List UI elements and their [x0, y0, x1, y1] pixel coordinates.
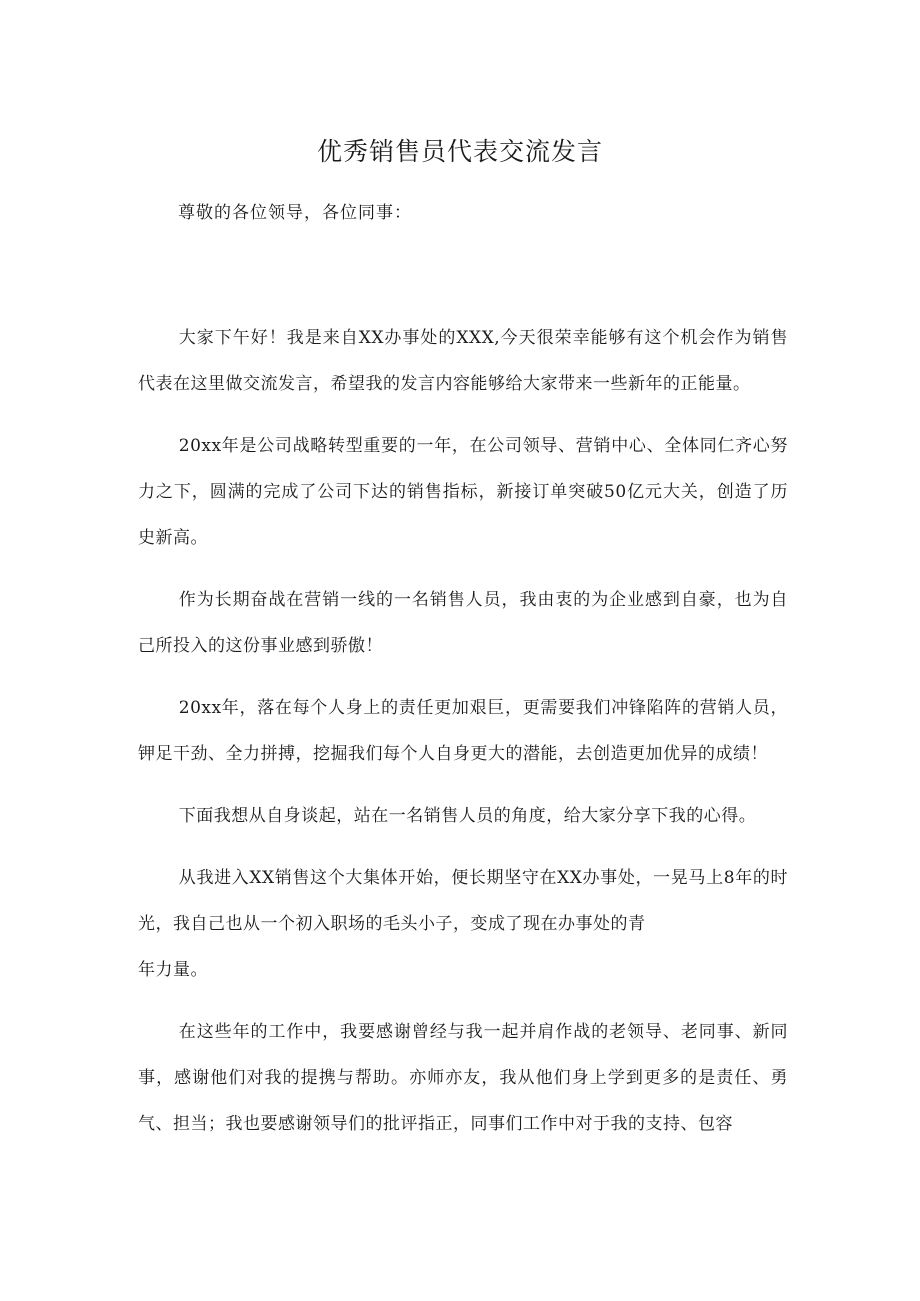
document-body	[138, 315, 788, 1163]
paragraph-greeting: 大家下午好！我是来自XX办事处的XXX,今天很荣幸能够有这个机会作为销售代表在这里做交流发言，希望我的发言内容能够给大家带来一些新年的正能量。	[138, 328, 788, 394]
paragraph-annual-summary: 20xx年是公司战略转型重要的一年，在公司领导、营销中心、全体同仁齐心努力之下，圆满的完成了公司下达的销售指标，新接订单突破50亿元大关，创造了历史新高。	[138, 436, 788, 548]
paragraph-sharing-intro: 下面我想从自身谈起，站在一名销售人员的角度，给大家分享下我的心得。	[178, 806, 757, 826]
paragraph-gratitude: 在这些年的工作中，我要感谢曾经与我一起并肩作战的老领导、老同事、新同事，感谢他们对我的提携与帮助。亦师亦友，我从他们身上学到更多的是责任、勇气、担当；我也要感谢领导们的批评指正，同事们工作中对于我的支持、包容	[138, 1022, 788, 1134]
paragraph-career: 从我进入XX销售这个大集体开始，便长期坚守在XX办事处，一晃马上8年的时光，我自己也从一个初入职场的毛头小子，变成了现在办事处的青	[138, 868, 788, 934]
document-title: 优秀销售员代表交流发言	[316, 137, 603, 166]
paragraph-responsibility: 20xx年，落在每个人身上的责任更加艰巨，更需要我们冲锋陷阵的营销人员，钾足干劲、全力拼搏，挖掘我们每个人自身更大的潜能，去创造更加优异的成绩！	[138, 698, 788, 764]
paragraph-pride: 作为长期奋战在营销一线的一名销售人员，我由衷的为企业感到自豪，也为自己所投入的这份事业感到骄傲！	[138, 590, 788, 656]
salutation: 尊敬的各位领导，各位同事：	[178, 203, 412, 223]
paragraph-career-tail: 年力量。	[138, 960, 208, 980]
